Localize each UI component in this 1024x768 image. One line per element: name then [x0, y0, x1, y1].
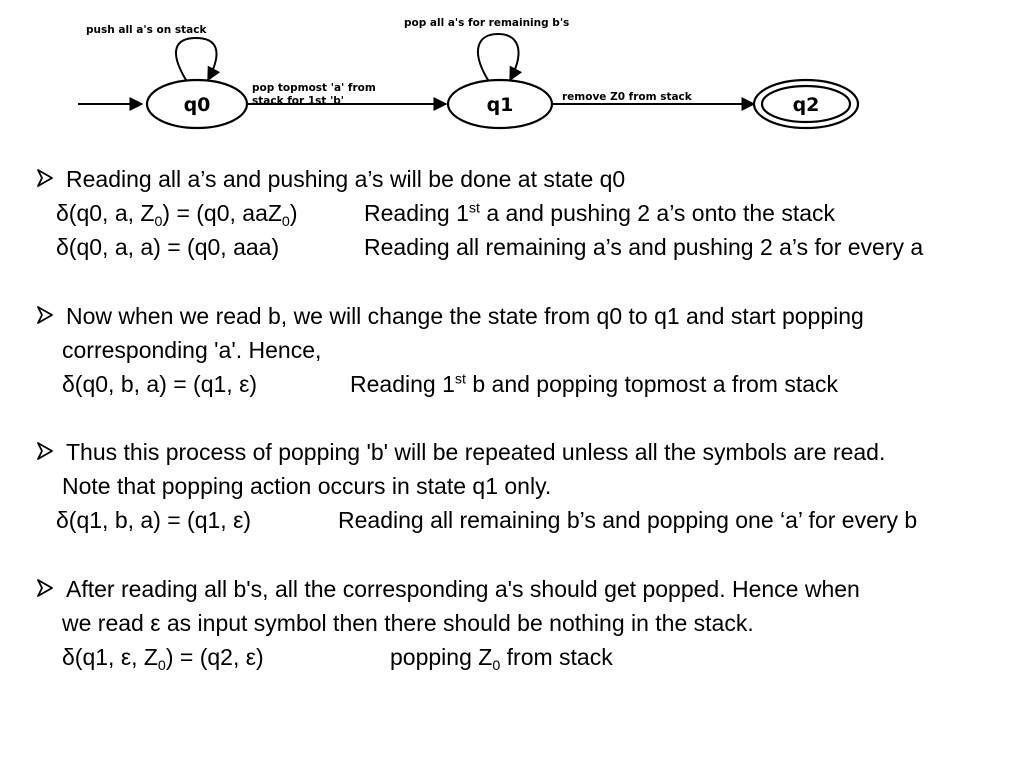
- bullet-arrow-icon: [36, 169, 54, 187]
- transition-formula: δ(q0, a, a) = (q0, aaa): [56, 234, 280, 260]
- bullet-text: Thus this process of popping 'b' will be repeated unless all the symbols are read.: [66, 439, 886, 465]
- q0-self-loop: [176, 38, 217, 80]
- transition-description: Reading 1st b and popping topmost a from stack: [350, 371, 838, 397]
- transition-formula: δ(q0, a, $Z_0) = (q0$, aaZ$_0$): [56, 200, 298, 230]
- transition-formula: δ(q1, ε, $Z_0) = (q2$, ε): [62, 644, 264, 674]
- pda-state-diagram: [0, 0, 1024, 140]
- q1-q2-label: remove Z0 from stack: [562, 91, 692, 103]
- q1-loop-label: pop all a's for remaining b's: [404, 17, 570, 29]
- state-q2-accepting: [754, 80, 858, 128]
- bullet-continuation: Note that popping action occurs in state q1 only.: [62, 473, 552, 499]
- transition-description: Reading 1st a and pushing 2 a’s onto the stack: [364, 200, 836, 226]
- state-q1-label: q1: [486, 94, 514, 116]
- bullet-text: Now when we read b, we will change the state from q0 to q1 and start popping: [66, 303, 864, 329]
- state-q1: [448, 80, 552, 128]
- bullet-continuation: we read ε as input symbol then there should be nothing in the stack.: [62, 610, 754, 636]
- transition-formula: δ(q1, b, a) = (q1, ε): [56, 507, 251, 533]
- transition-description: popping $Z_0$ from stack: [390, 644, 613, 674]
- q0-loop-label: push all a's on stack: [86, 24, 207, 36]
- q1-self-loop: [478, 34, 519, 80]
- q0-q1-label-line2: stack for 1st 'b': [252, 95, 345, 107]
- transition-description: Reading all remaining a’s and pushing 2 a’s for every a: [364, 234, 924, 260]
- bullet-continuation: corresponding 'a'. Hence,: [62, 337, 322, 363]
- bullet-text: Reading all a’s and pushing a’s will be done at state q0: [66, 166, 626, 192]
- bullet-arrow-icon: [36, 579, 54, 597]
- state-q0-label: q0: [183, 94, 211, 116]
- q0-q1-label-line1: pop topmost 'a' from: [252, 82, 376, 94]
- bullet-text: After reading all b's, all the corresponding a's should get popped. Hence when: [66, 576, 860, 602]
- transition-description: Reading all remaining b’s and popping one ‘a’ for every b: [338, 507, 918, 533]
- transition-formula: δ(q0, b, a) = (q1, ε): [62, 371, 257, 397]
- state-q2-label: q2: [792, 94, 820, 116]
- bullet-arrow-icon: [36, 442, 54, 460]
- state-q0: [147, 80, 247, 128]
- bullet-arrow-icon: [36, 306, 54, 324]
